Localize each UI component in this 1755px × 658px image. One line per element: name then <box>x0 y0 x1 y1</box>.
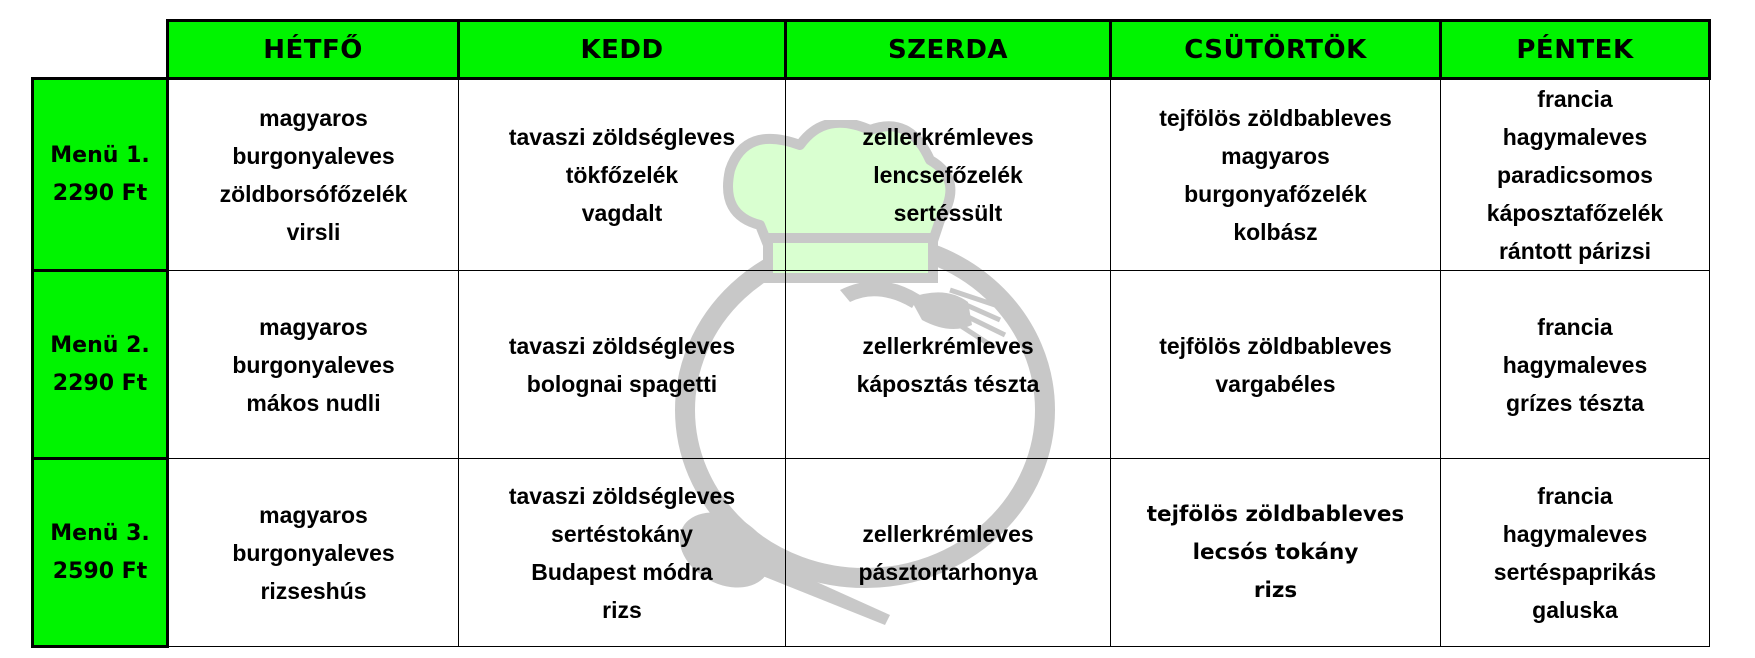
menu-cell-thursday <box>1111 79 1441 271</box>
dish-line: rántott párizsi <box>1498 238 1652 264</box>
menu-cell-thursday <box>1111 459 1441 647</box>
dish-line: lencsefőzelék <box>873 162 1023 188</box>
menu-cell-wednesday <box>786 459 1111 647</box>
dish-line: tejfölös zöldbableves <box>1159 105 1392 131</box>
menu-row <box>33 459 1710 647</box>
menu-label <box>33 79 168 271</box>
menu-price: 2290 Ft <box>52 370 148 396</box>
menu-name: Menü 3. <box>50 520 150 546</box>
weekly-menu-table <box>31 19 1711 648</box>
dish-line: bolognai spagetti <box>526 370 718 397</box>
dish-line: magyaros <box>259 313 368 340</box>
menu-cell-friday <box>1441 459 1710 647</box>
dish-line: tavaszi zöldségleves <box>508 482 736 509</box>
dish-line: lecsós tokány <box>1192 539 1359 565</box>
dish-line: burgonyafőzelék <box>1184 181 1367 207</box>
dish-line: kolbász <box>1233 219 1318 245</box>
dish-line: magyaros <box>259 501 368 528</box>
dish-line: vargabéles <box>1215 370 1336 397</box>
menu-name: Menü 2. <box>50 332 150 358</box>
menu-price: 2290 Ft <box>52 180 148 206</box>
dish-line: burgonyaleves <box>232 143 395 169</box>
menu-cell-monday <box>168 271 459 459</box>
empty-corner <box>33 21 168 79</box>
menu-name: Menü 1. <box>50 142 150 168</box>
dish-line: káposztás tészta <box>856 370 1040 397</box>
menu-row <box>33 271 1710 459</box>
dish-line: virsli <box>286 219 341 245</box>
dish-line: tejfölös zöldbableves <box>1146 501 1405 527</box>
dish-line: galuska <box>1532 596 1618 623</box>
dish-line: burgonyaleves <box>232 539 395 566</box>
dish-line: tökfőzelék <box>565 162 679 188</box>
menu-label <box>33 271 168 459</box>
dish-line: rizseshús <box>260 577 367 604</box>
dish-line: francia <box>1537 313 1613 340</box>
dish-line: rizs <box>1253 577 1298 603</box>
dish-line: paradicsomos <box>1497 162 1653 188</box>
menu-cell-wednesday <box>786 79 1111 271</box>
dish-line: zellerkrémleves <box>862 124 1034 150</box>
menu-cell-wednesday <box>786 271 1111 459</box>
dish-line: sertéstokány <box>551 520 693 547</box>
dish-line: zellerkrémleves <box>862 332 1034 359</box>
dish-line: tejfölös zöldbableves <box>1159 332 1392 359</box>
day-header-monday: HÉTFŐ <box>168 21 459 79</box>
menu-cell-friday <box>1441 79 1710 271</box>
menu-row <box>33 79 1710 271</box>
dish-line: grízes tészta <box>1505 389 1645 416</box>
day-header-wednesday: SZERDA <box>786 21 1111 79</box>
day-header-thursday: CSÜTÖRTÖK <box>1111 21 1441 79</box>
dish-line: vagdalt <box>581 200 663 226</box>
dish-line: sertéspaprikás <box>1493 558 1657 585</box>
menu-cell-tuesday <box>459 459 786 647</box>
dish-line: zöldborsófőzelék <box>219 181 408 207</box>
menu-cell-friday <box>1441 271 1710 459</box>
day-header-friday: PÉNTEK <box>1441 21 1710 79</box>
day-header-row <box>33 21 1710 79</box>
menu-rows <box>33 79 1710 647</box>
dish-line: hagymaleves <box>1502 124 1648 150</box>
dish-line: tavaszi zöldségleves <box>508 124 736 150</box>
dish-line: francia <box>1537 86 1613 112</box>
dish-line: tavaszi zöldségleves <box>508 332 736 359</box>
dish-line: pásztortarhonya <box>858 558 1038 585</box>
dish-line: mákos nudli <box>246 389 381 416</box>
dish-line: sertéssült <box>893 200 1003 226</box>
menu-price: 2590 Ft <box>52 558 148 584</box>
dish-line: magyaros <box>1221 143 1330 169</box>
menu-cell-monday <box>168 79 459 271</box>
dish-line: magyaros <box>259 105 368 131</box>
dish-line: zellerkrémleves <box>862 520 1034 547</box>
dish-line: káposztafőzelék <box>1486 200 1664 226</box>
dish-line: francia <box>1537 482 1613 509</box>
dish-line: hagymaleves <box>1502 520 1648 547</box>
dish-line: burgonyaleves <box>232 351 395 378</box>
menu-label <box>33 459 168 647</box>
menu-cell-tuesday <box>459 79 786 271</box>
dish-line: hagymaleves <box>1502 351 1648 378</box>
dish-line: Budapest módra <box>531 558 713 585</box>
dish-line: rizs <box>602 596 642 623</box>
day-header-tuesday: KEDD <box>459 21 786 79</box>
menu-cell-thursday <box>1111 271 1441 459</box>
menu-cell-tuesday <box>459 271 786 459</box>
menu-cell-monday <box>168 459 459 647</box>
